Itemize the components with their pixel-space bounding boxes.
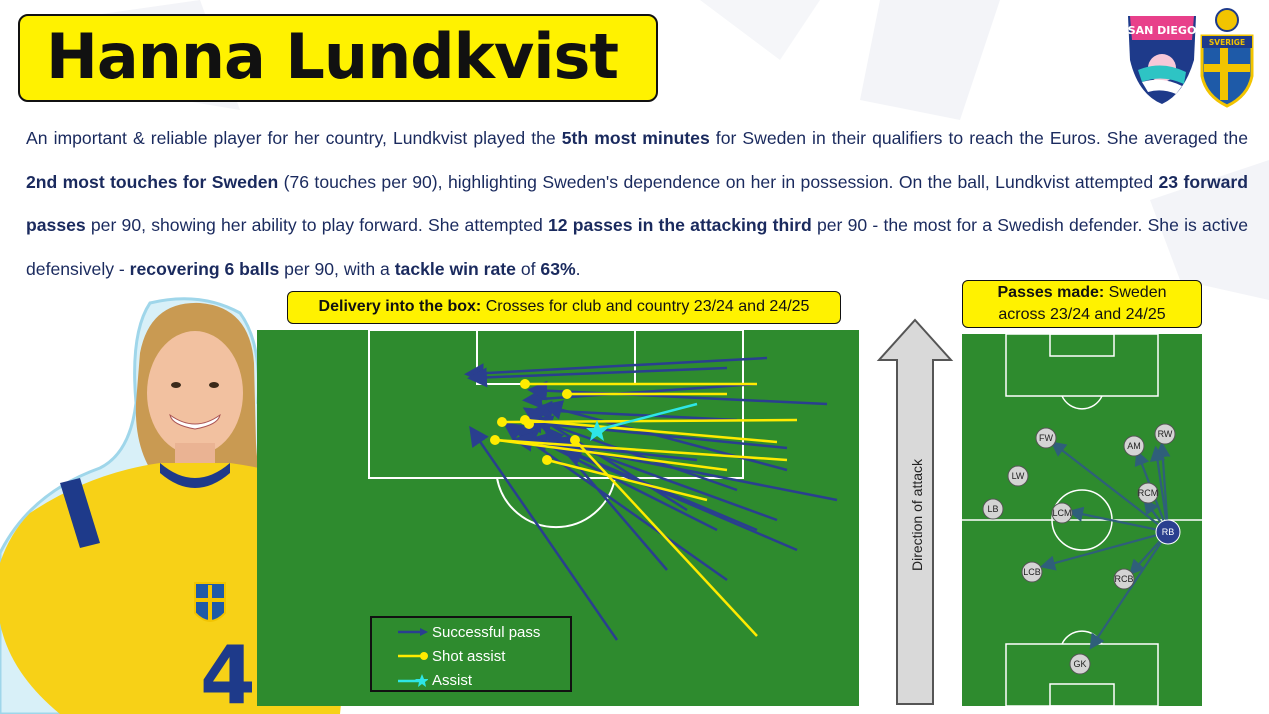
direction-label: Direction of attack (909, 458, 925, 572)
passes-title-bold: Passes made: (997, 284, 1105, 301)
player-node-gk (1070, 654, 1090, 674)
desc-highlight: 12 passes in the attacking third (548, 215, 812, 235)
passes-pitch (962, 334, 1202, 706)
title-banner (18, 14, 658, 102)
crosses-title (287, 291, 841, 324)
crosses-title-bold: Delivery into the box: (318, 298, 482, 315)
player-node-label: GK (1073, 659, 1087, 669)
club-logo-text: SAN DIEGO (1127, 24, 1197, 37)
desc-text: for Sweden in their qualifiers to reach the Euros. She averaged the (709, 128, 1249, 148)
star-icon (398, 674, 428, 688)
desc-text: (76 touches per 90), highlighting Sweden's dependence on her in possession. On the ball, Lundkvist attempted (278, 171, 1159, 192)
desc-text: . (575, 258, 581, 279)
page-title: Hanna Lundkvist (46, 20, 619, 93)
arrow-icon (398, 626, 428, 638)
desc-text: per 90 - the most for a Swedish defender. She is active defensively - (26, 215, 1248, 279)
player-node-am (1124, 436, 1144, 456)
legend-label: Successful pass (432, 624, 541, 641)
desc-highlight: tackle win rate (394, 258, 516, 279)
player-node-lw (1008, 466, 1028, 486)
player-node-lcm (1052, 503, 1072, 523)
player-node-label: LCM (1052, 508, 1072, 518)
svg-text:4: 4 (200, 629, 256, 714)
legend-item-successful (372, 622, 572, 644)
passes-title-rest: Sweden (1104, 284, 1167, 301)
desc-text: per 90, with a (279, 258, 395, 279)
player-node-label: RCM (1137, 488, 1159, 498)
desc-highlight: 23 forward passes (26, 171, 1248, 235)
player-node-label: RB (1161, 527, 1175, 537)
legend-item-shot-assist (372, 646, 572, 668)
player-node-lb (983, 499, 1003, 519)
desc-text: of (515, 258, 541, 279)
legend-label: Shot assist (432, 648, 506, 665)
player-node-rcm (1138, 483, 1159, 503)
crosses-title-rest: Crosses for club and country 23/24 and 24/25 (481, 298, 810, 315)
player-node-label: RCB (1114, 574, 1134, 584)
dot-line-icon (398, 650, 428, 662)
player-node-label: RW (1157, 429, 1173, 439)
crosses-legend (370, 616, 572, 692)
player-node-rb (1156, 520, 1180, 544)
desc-highlight: recovering 6 balls (129, 258, 280, 279)
legend-item-assist (372, 670, 572, 692)
player-node-label: LB (987, 504, 999, 514)
legend-label: Assist (432, 672, 473, 689)
player-node-rw (1155, 424, 1175, 444)
player-node-lcb (1022, 562, 1042, 582)
desc-highlight: 63% (540, 258, 576, 279)
desc-text: per 90, showing her ability to play forward. She attempted (85, 215, 549, 235)
player-node-label: LW (1011, 471, 1025, 481)
desc-text: An important & reliable player for her country, Lundkvist played the (26, 128, 562, 148)
player-node-label: FW (1039, 433, 1053, 443)
desc-highlight: 2nd most touches for Sweden (26, 171, 279, 192)
desc-highlight: 5th most minutes (561, 128, 710, 148)
player-node-rcb (1114, 569, 1134, 589)
passes-title-line2: across 23/24 and 24/25 (998, 306, 1166, 323)
nation-logo-text: SVERIGE (1208, 38, 1246, 47)
passes-title (962, 280, 1202, 328)
player-node-label: AM (1127, 441, 1141, 451)
player-node-label: LCB (1023, 567, 1041, 577)
club-logo (1124, 10, 1200, 106)
player-node-fw (1036, 428, 1056, 448)
nation-logo (1198, 4, 1256, 108)
player-description (26, 117, 1248, 291)
